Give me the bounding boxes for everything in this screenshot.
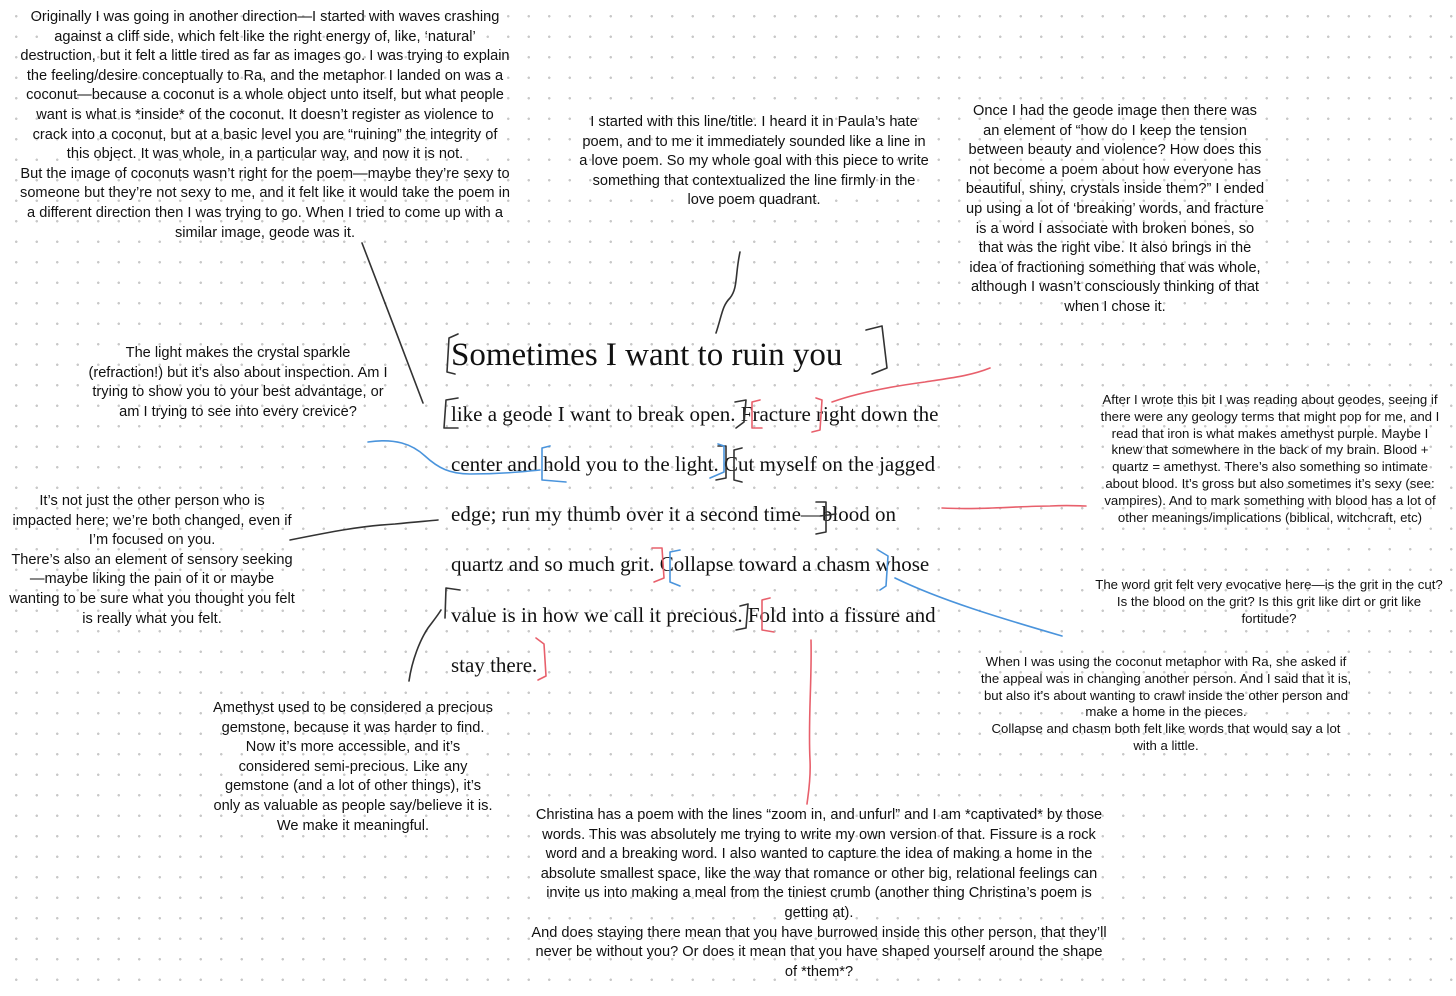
note-changed-p2: There’s also an element of sensory seeking—maybe liking the pain of it or maybe wanting to be sure what you thought you felt is really what you felt.	[9, 551, 295, 627]
note-light	[88, 344, 388, 422]
black-connector-changed	[290, 520, 438, 540]
black-connector-amethyst	[409, 610, 441, 681]
red-connector-blood	[942, 506, 1086, 509]
note-blood	[1100, 392, 1440, 526]
note-fissure-p2: And does staying there mean that you have burrowed inside this other person, that they’ll never be without you? Or does it mean that you have shaped yourself around the shape of *them*?	[531, 924, 1107, 980]
black-connector-title	[716, 252, 740, 333]
note-fissure-p1: Christina has a poem with the lines “zoom in, and unfurl” and I am *captivated* by those words. This was absolutely me trying to write my own version of that. Fissure is a rock word and a breaking word. I also wanted to capture the idea of making a home in the absolute smallest space, like the way that romance or other big, relational feelings can invite us into making a meal from the tiniest crumb (another thing Christina’s poem is getting at).	[535, 807, 1103, 921]
note-blood-text: After I wrote this bit I was reading about geodes, seeing if there were any geology terms that might pop for me, and I read that iron is what makes amethyst purple. Maybe I knew that somewhere in the back of my brain. Blood + quartz = amethyst. There’s also something so intimate about blood. It’s gross but also sometimes it’s sexy (see: vampires). And to mark something with blood has a lot of other meanings/implications (biblical, witchcraft, etc)	[1100, 392, 1440, 525]
note-grit-text: The word grit felt very evocative here—is the grit in the cut? Is the blood on the grit? Is this grit like dirt or grit like fortitude?	[1095, 577, 1443, 626]
note-changed-p1: It’s not just the other person who is impacted here; we’re both changed, even if I’m focused on you.	[12, 493, 292, 549]
poem-line-6: stay there.	[451, 653, 538, 677]
note-title-line-text: I started with this line/title. I heard it in Paula’s hate poem, and to me it immediately sounded like a line in a love poem. So my whole goal with this piece to write something that contextualized the line firmly in the love poem quadrant.	[579, 114, 929, 209]
note-fissure	[530, 806, 1108, 982]
note-light-text: The light makes the crystal sparkle (refraction!) but it’s also about inspection. Am I trying to show you to your best advantage, or am I trying to see into every crevice?	[88, 345, 388, 420]
red-connector-geode	[832, 368, 990, 402]
note-amethyst	[210, 699, 496, 836]
note-coconut-p1: Originally I was going in another direction—I started with waves crashing against a cliff side, which felt like the right energy of, like, ‘natural’ destruction, but it felt a little tired as far as images go. I was trying to explain the feeling/desire conceptually to Ra, and the metaphor I landed on was a coconut—because a coconut is a whole object unto itself, but what people want is what is *inside* of the coconut. It doesn’t register as violence to crack into a coconut, but at a basic level you are “ruining” the integrity of this object. It was whole, in a particular way, and now it is not.	[20, 9, 510, 163]
red-bracket-stay	[536, 638, 546, 680]
note-collapse-p1: When I was using the coconut metaphor with Ra, she asked if the appeal was in changing another person. And I said that it is, but also it’s about wanting to crawl inside the other person and make a home in the pieces.	[980, 654, 1352, 720]
note-title-line	[578, 113, 930, 211]
poem-title: Sometimes I want to ruin you	[451, 337, 843, 373]
poem-line-5: value is in how we call it precious. Fold into a fissure and	[451, 603, 936, 627]
note-collapse-p2: Collapse and chasm both felt like words that would say a lot with a little.	[991, 721, 1341, 753]
poem-line-3: edge; run my thumb over it a second time—blood on	[451, 502, 896, 526]
poem-line-1: like a geode I want to break open. Fracture right down the	[451, 402, 939, 426]
note-geode-text: Once I had the geode image then there was an element of “how do I keep the tension between beauty and violence? How does this not become a poem about how everyone has beautiful, shiny, crystals inside them?” I ended up using a lot of ‘breaking’ words, and fracture is a word I associate with broken bones, so that was the right vibe. It also brings in the idea of fractioning something that was whole, although I wasn’t consciously thinking of that when I chose it.	[965, 103, 1265, 315]
note-collapse	[980, 654, 1352, 755]
poem-line-4: quartz and so much grit. Collapse toward a chasm whose	[451, 552, 930, 576]
note-changed	[8, 492, 296, 629]
bracket-title-right	[866, 326, 887, 374]
note-geode	[965, 102, 1265, 318]
note-grit	[1094, 577, 1444, 627]
note-coconut-p2: But the image of coconuts wasn’t right for the poem—maybe they’re sexy to someone but they’re not sexy to me, and it felt like it would take the poem in a different direction then I was trying to go. When I tried to come up with a similar image, geode was it.	[20, 165, 510, 241]
note-amethyst-text: Amethyst used to be considered a precious gemstone, because it was harder to find. Now it’s more accessible, and it’s considered semi-precious. Like any gemstone (and a lot of other things), it’s only as valuable as people say/believe it is. We make it meaningful.	[213, 700, 493, 834]
red-connector-fissure	[807, 640, 811, 804]
poem-line-2: center and hold you to the light. Cut myself on the jagged	[451, 452, 936, 476]
note-coconut	[20, 8, 510, 243]
